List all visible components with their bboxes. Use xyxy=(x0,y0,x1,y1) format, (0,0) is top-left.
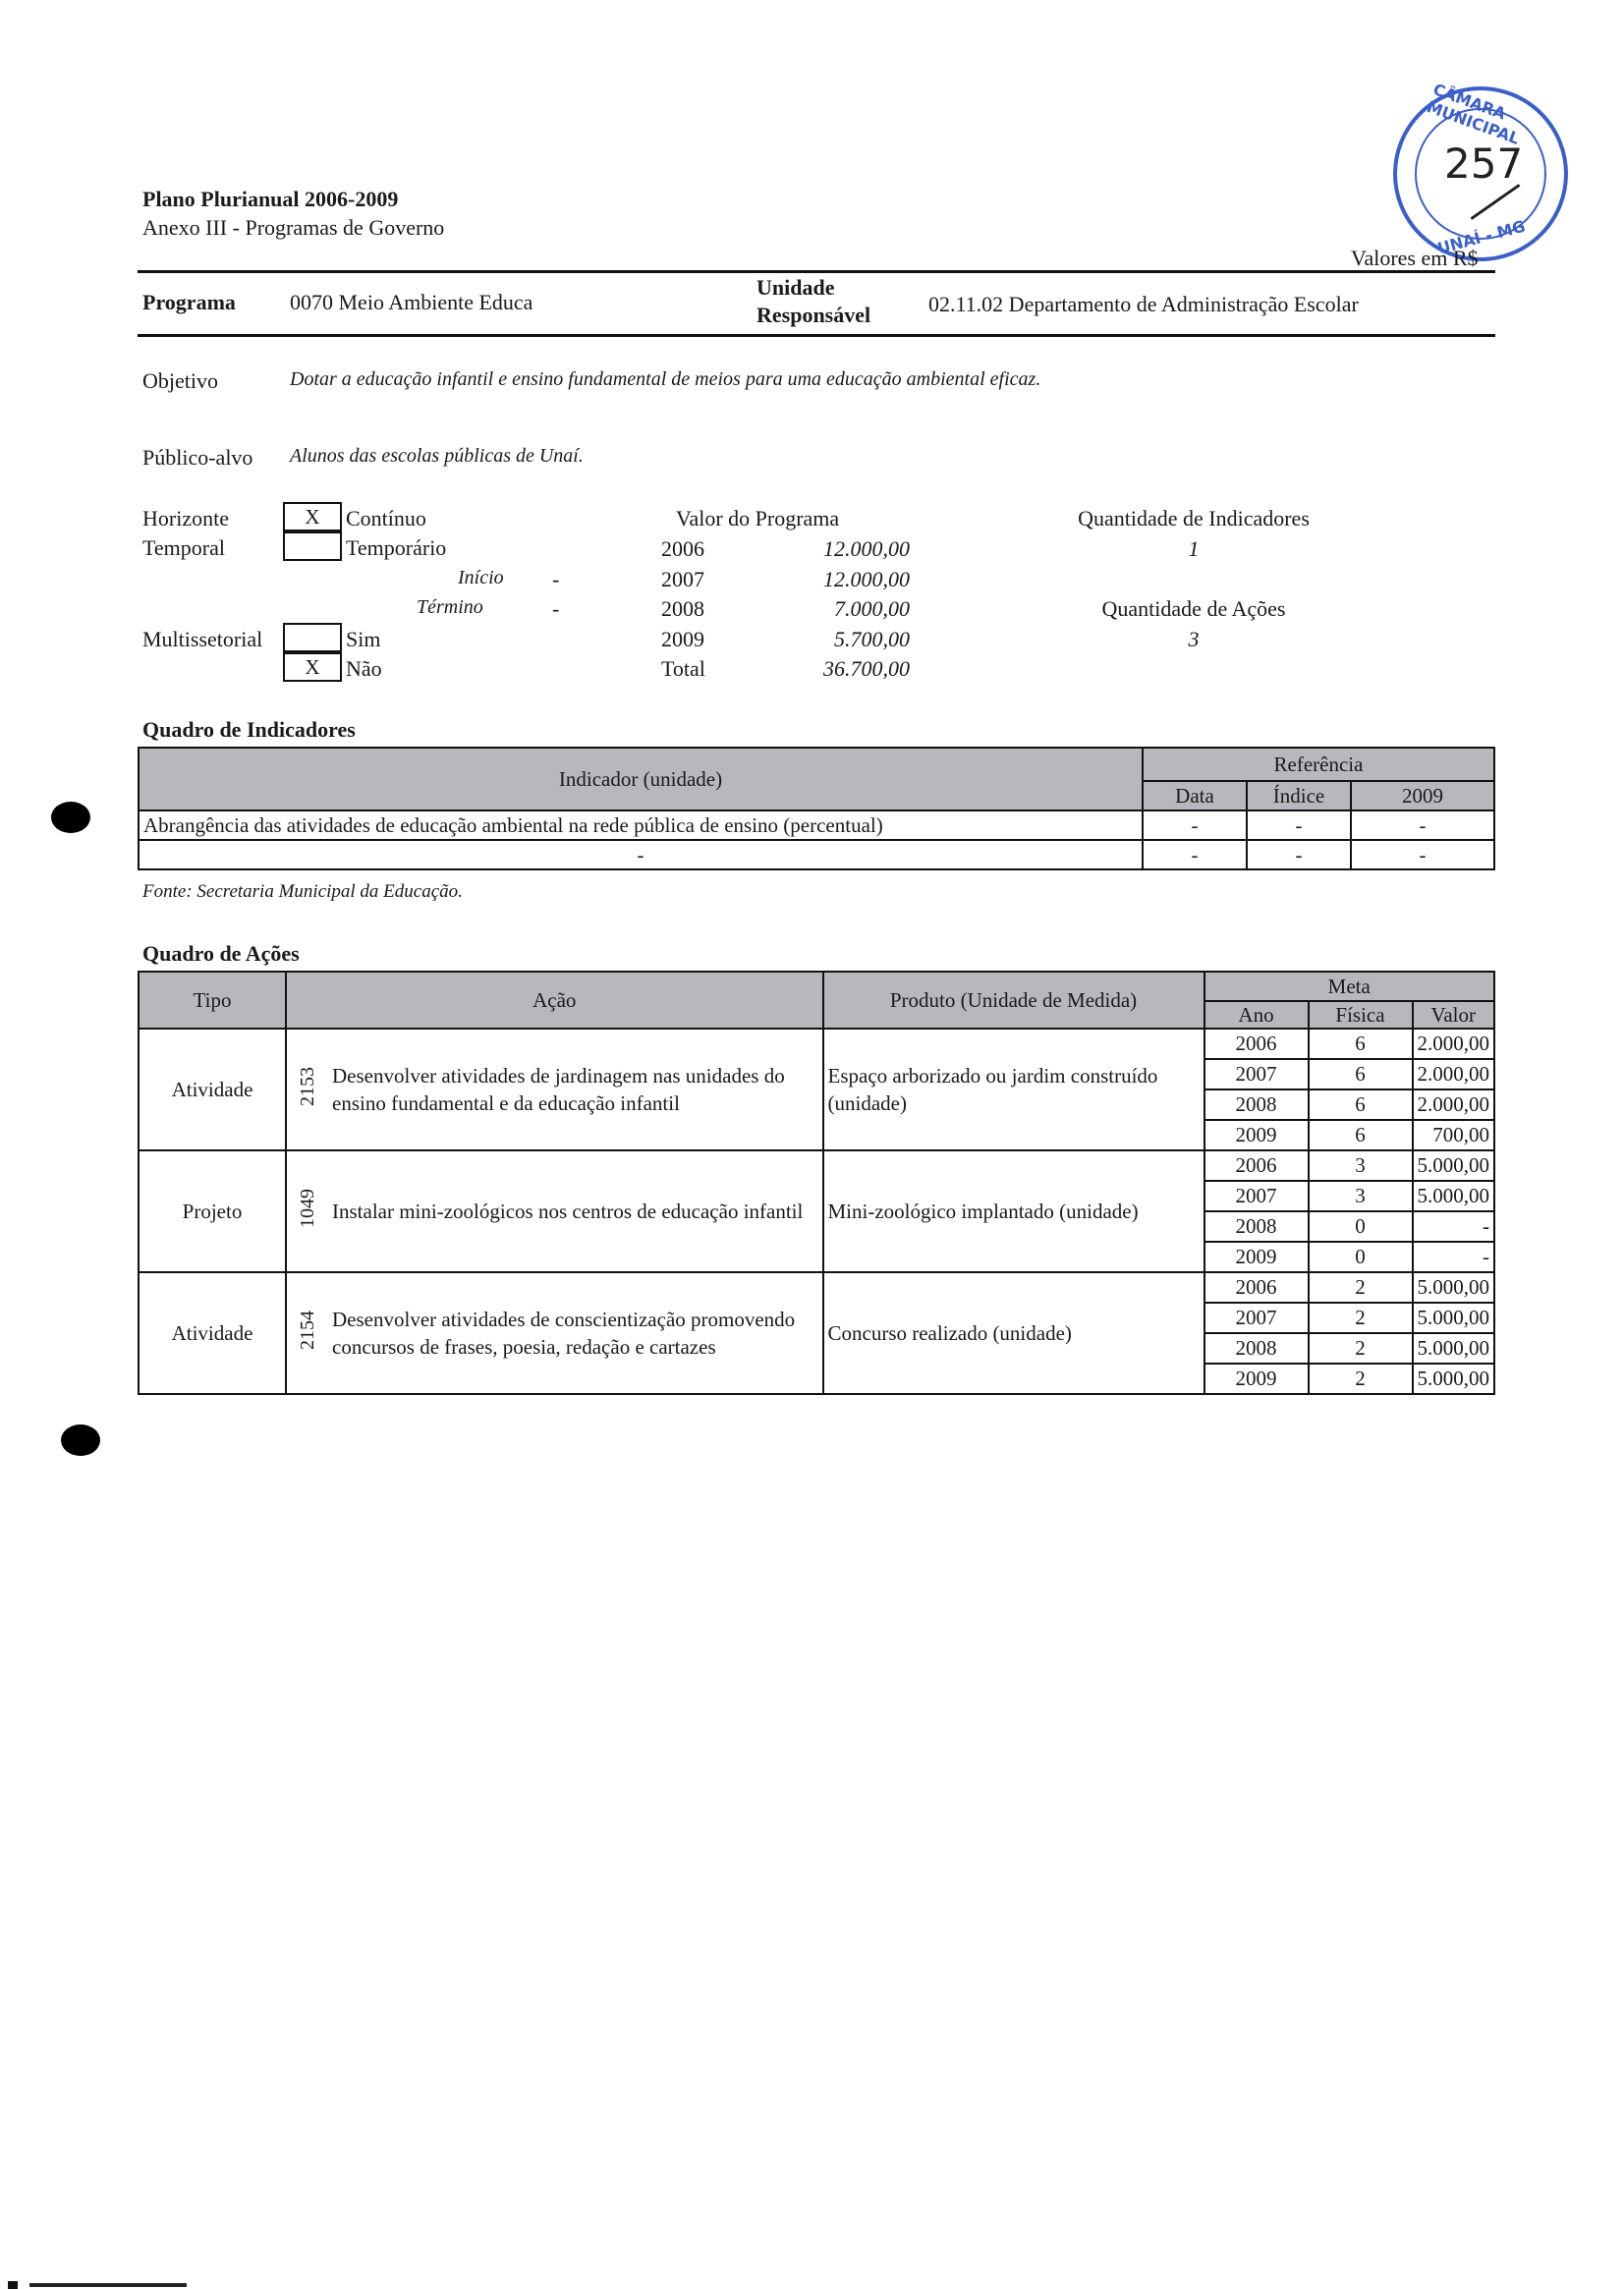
goal-year: 2006 xyxy=(1204,1150,1309,1181)
goal-physical: 6 xyxy=(1309,1059,1413,1089)
currency-note: Valores em R$ xyxy=(1351,246,1479,270)
goal-value: 5.000,00 xyxy=(1413,1150,1495,1181)
actions-count-value: 3 xyxy=(1188,627,1200,651)
multisectoral-yes-checkbox[interactable] xyxy=(283,623,342,652)
indicators-count-label: Quantidade de Indicadores xyxy=(1078,506,1310,530)
municipal-stamp xyxy=(1393,80,1568,261)
goal-year: 2007 xyxy=(1204,1303,1309,1333)
value-year-2009: 2009 xyxy=(661,627,704,651)
goal-value: 5.000,00 xyxy=(1413,1303,1495,1333)
goal-physical: 6 xyxy=(1309,1029,1413,1059)
continuous-label: Contínuo xyxy=(346,506,426,530)
action-header: Ação xyxy=(286,972,823,1029)
goal-value: 700,00 xyxy=(1413,1120,1495,1150)
goal-physical: 6 xyxy=(1309,1120,1413,1150)
objective-value: Dotar a educação infantil e ensino fundamental de meios para uma educação ambiental eficaz. xyxy=(290,368,1041,390)
unit-label-line1: Unidade xyxy=(756,275,835,300)
goal-value: 5.000,00 xyxy=(1413,1181,1495,1211)
goal-year: 2009 xyxy=(1204,1120,1309,1150)
goal-year-header: Ano xyxy=(1204,1001,1309,1029)
indicator-year-value: - xyxy=(1351,810,1494,840)
index-header: Índice xyxy=(1247,781,1351,810)
goal-physical: 2 xyxy=(1309,1364,1413,1394)
goal-value: - xyxy=(1413,1211,1495,1242)
value-year-2007: 2007 xyxy=(661,567,704,591)
action-code: 2153 xyxy=(296,1067,318,1106)
temporary-checkbox[interactable] xyxy=(283,531,342,561)
value-total-amount: 36.700,00 xyxy=(823,656,910,681)
product-header: Produto (Unidade de Medida) xyxy=(823,972,1204,1029)
goal-physical: 3 xyxy=(1309,1181,1413,1211)
end-label: Término xyxy=(417,596,483,618)
actions-count-label: Quantidade de Ações xyxy=(1101,596,1286,621)
scan-edge-mark xyxy=(8,2281,18,2289)
value-amount-2008: 7.000,00 xyxy=(834,596,910,621)
scan-edge-line xyxy=(29,2283,187,2287)
goal-physical-header: Física xyxy=(1309,1001,1413,1029)
goal-year: 2008 xyxy=(1204,1089,1309,1120)
goal-value: 5.000,00 xyxy=(1413,1272,1495,1303)
punch-hole-bottom xyxy=(61,1424,100,1456)
goal-value-header: Valor xyxy=(1413,1001,1495,1029)
multisectoral-yes-label: Sim xyxy=(346,627,381,651)
start-value: - xyxy=(552,567,560,591)
goal-year: 2009 xyxy=(1204,1364,1309,1394)
reference-header: Referência xyxy=(1143,748,1494,781)
year-header: 2009 xyxy=(1351,781,1494,810)
indicator-row xyxy=(139,840,1494,869)
multisectoral-label: Multissetorial xyxy=(142,627,263,651)
action-row xyxy=(139,1272,1494,1303)
action-product: Concurso realizado (unidade) xyxy=(823,1272,1204,1394)
goal-physical: 2 xyxy=(1309,1272,1413,1303)
goal-year: 2006 xyxy=(1204,1029,1309,1059)
continuous-checkbox[interactable]: X xyxy=(283,502,342,531)
action-product: Espaço arborizado ou jardim construído (unidade) xyxy=(823,1029,1204,1150)
value-amount-2009: 5.700,00 xyxy=(834,627,910,651)
action-description: Desenvolver atividades de conscientização promovendo concursos de frases, poesia, redação e cartazes xyxy=(328,1272,823,1394)
action-type: Atividade xyxy=(139,1029,286,1150)
value-total-label: Total xyxy=(661,656,705,681)
objective-label: Objetivo xyxy=(142,368,218,393)
action-description: Desenvolver atividades de jardinagem nas unidades do ensino fundamental e da educação infantil xyxy=(328,1029,823,1150)
action-type: Atividade xyxy=(139,1272,286,1394)
goal-value: 2.000,00 xyxy=(1413,1059,1495,1089)
goal-physical: 0 xyxy=(1309,1242,1413,1272)
stamp-page-number: 257 xyxy=(1444,140,1524,188)
goal-physical: 2 xyxy=(1309,1333,1413,1364)
goal-header: Meta xyxy=(1204,972,1495,1001)
multisectoral-no-label: Não xyxy=(346,656,382,681)
indicator-name: Abrangência das atividades de educação ambiental na rede pública de ensino (percentual) xyxy=(139,810,1143,840)
program-value: 0070 Meio Ambiente Educa xyxy=(290,290,533,314)
date-header: Data xyxy=(1143,781,1247,810)
indicator-year-value: - xyxy=(1351,840,1494,869)
indicator-name: - xyxy=(139,840,1143,869)
program-label: Programa xyxy=(142,290,236,314)
audience-value: Alunos das escolas públicas de Unaí. xyxy=(290,445,584,467)
start-label: Início xyxy=(458,567,504,588)
value-year-2006: 2006 xyxy=(661,536,704,561)
action-code: 2154 xyxy=(296,1311,318,1350)
actions-table xyxy=(138,971,1495,1395)
horizon-label-line1: Horizonte xyxy=(142,506,229,530)
goal-year: 2007 xyxy=(1204,1059,1309,1089)
audience-label: Público-alvo xyxy=(142,445,253,470)
type-header: Tipo xyxy=(139,972,286,1029)
goal-year: 2009 xyxy=(1204,1242,1309,1272)
program-divider xyxy=(138,334,1495,337)
multisectoral-no-checkbox[interactable]: X xyxy=(283,652,342,682)
indicators-section-title: Quadro de Indicadores xyxy=(142,717,356,742)
actions-section-title: Quadro de Ações xyxy=(142,941,300,966)
goal-physical: 2 xyxy=(1309,1303,1413,1333)
value-amount-2007: 12.000,00 xyxy=(823,567,910,591)
goal-value: - xyxy=(1413,1242,1495,1272)
goal-year: 2008 xyxy=(1204,1333,1309,1364)
action-row xyxy=(139,1150,1494,1181)
stamp-bottom-text: UNAÍ - MG xyxy=(1435,216,1528,258)
horizon-label-line2: Temporal xyxy=(142,535,225,560)
goal-physical: 3 xyxy=(1309,1150,1413,1181)
value-amount-2006: 12.000,00 xyxy=(823,536,910,561)
action-row xyxy=(139,1029,1494,1059)
top-divider xyxy=(138,270,1495,273)
goal-year: 2006 xyxy=(1204,1272,1309,1303)
indicators-table xyxy=(138,747,1495,870)
document-subtitle: Anexo III - Programas de Governo xyxy=(142,215,445,240)
indicators-count-value: 1 xyxy=(1188,536,1200,561)
action-type: Projeto xyxy=(139,1150,286,1272)
goal-physical: 0 xyxy=(1309,1211,1413,1242)
end-value: - xyxy=(552,596,560,621)
goal-physical: 6 xyxy=(1309,1089,1413,1120)
indicator-index: - xyxy=(1247,810,1351,840)
indicator-date: - xyxy=(1143,810,1247,840)
stamp-top-text: CÂMARA MUNICIPAL xyxy=(1424,80,1523,148)
goal-value: 2.000,00 xyxy=(1413,1089,1495,1120)
goal-value: 5.000,00 xyxy=(1413,1333,1495,1364)
action-product: Mini-zoológico implantado (unidade) xyxy=(823,1150,1204,1272)
goal-year: 2008 xyxy=(1204,1211,1309,1242)
document-title: Plano Plurianual 2006-2009 xyxy=(142,187,399,211)
indicator-header: Indicador (unidade) xyxy=(139,748,1143,810)
indicators-source: Fonte: Secretaria Municipal da Educação. xyxy=(142,881,463,902)
program-value-heading: Valor do Programa xyxy=(676,506,840,530)
goal-value: 5.000,00 xyxy=(1413,1364,1495,1394)
unit-value: 02.11.02 Departamento de Administração Escolar xyxy=(928,292,1359,316)
unit-label-line2: Responsável xyxy=(756,303,871,327)
indicator-row xyxy=(139,810,1494,840)
action-code: 1049 xyxy=(296,1189,318,1228)
temporary-label: Temporário xyxy=(346,535,447,560)
value-year-2008: 2008 xyxy=(661,596,704,621)
indicator-index: - xyxy=(1247,840,1351,869)
action-description: Instalar mini-zoológicos nos centros de educação infantil xyxy=(328,1150,823,1272)
indicator-date: - xyxy=(1143,840,1247,869)
goal-value: 2.000,00 xyxy=(1413,1029,1495,1059)
punch-hole-top xyxy=(51,802,90,833)
goal-year: 2007 xyxy=(1204,1181,1309,1211)
